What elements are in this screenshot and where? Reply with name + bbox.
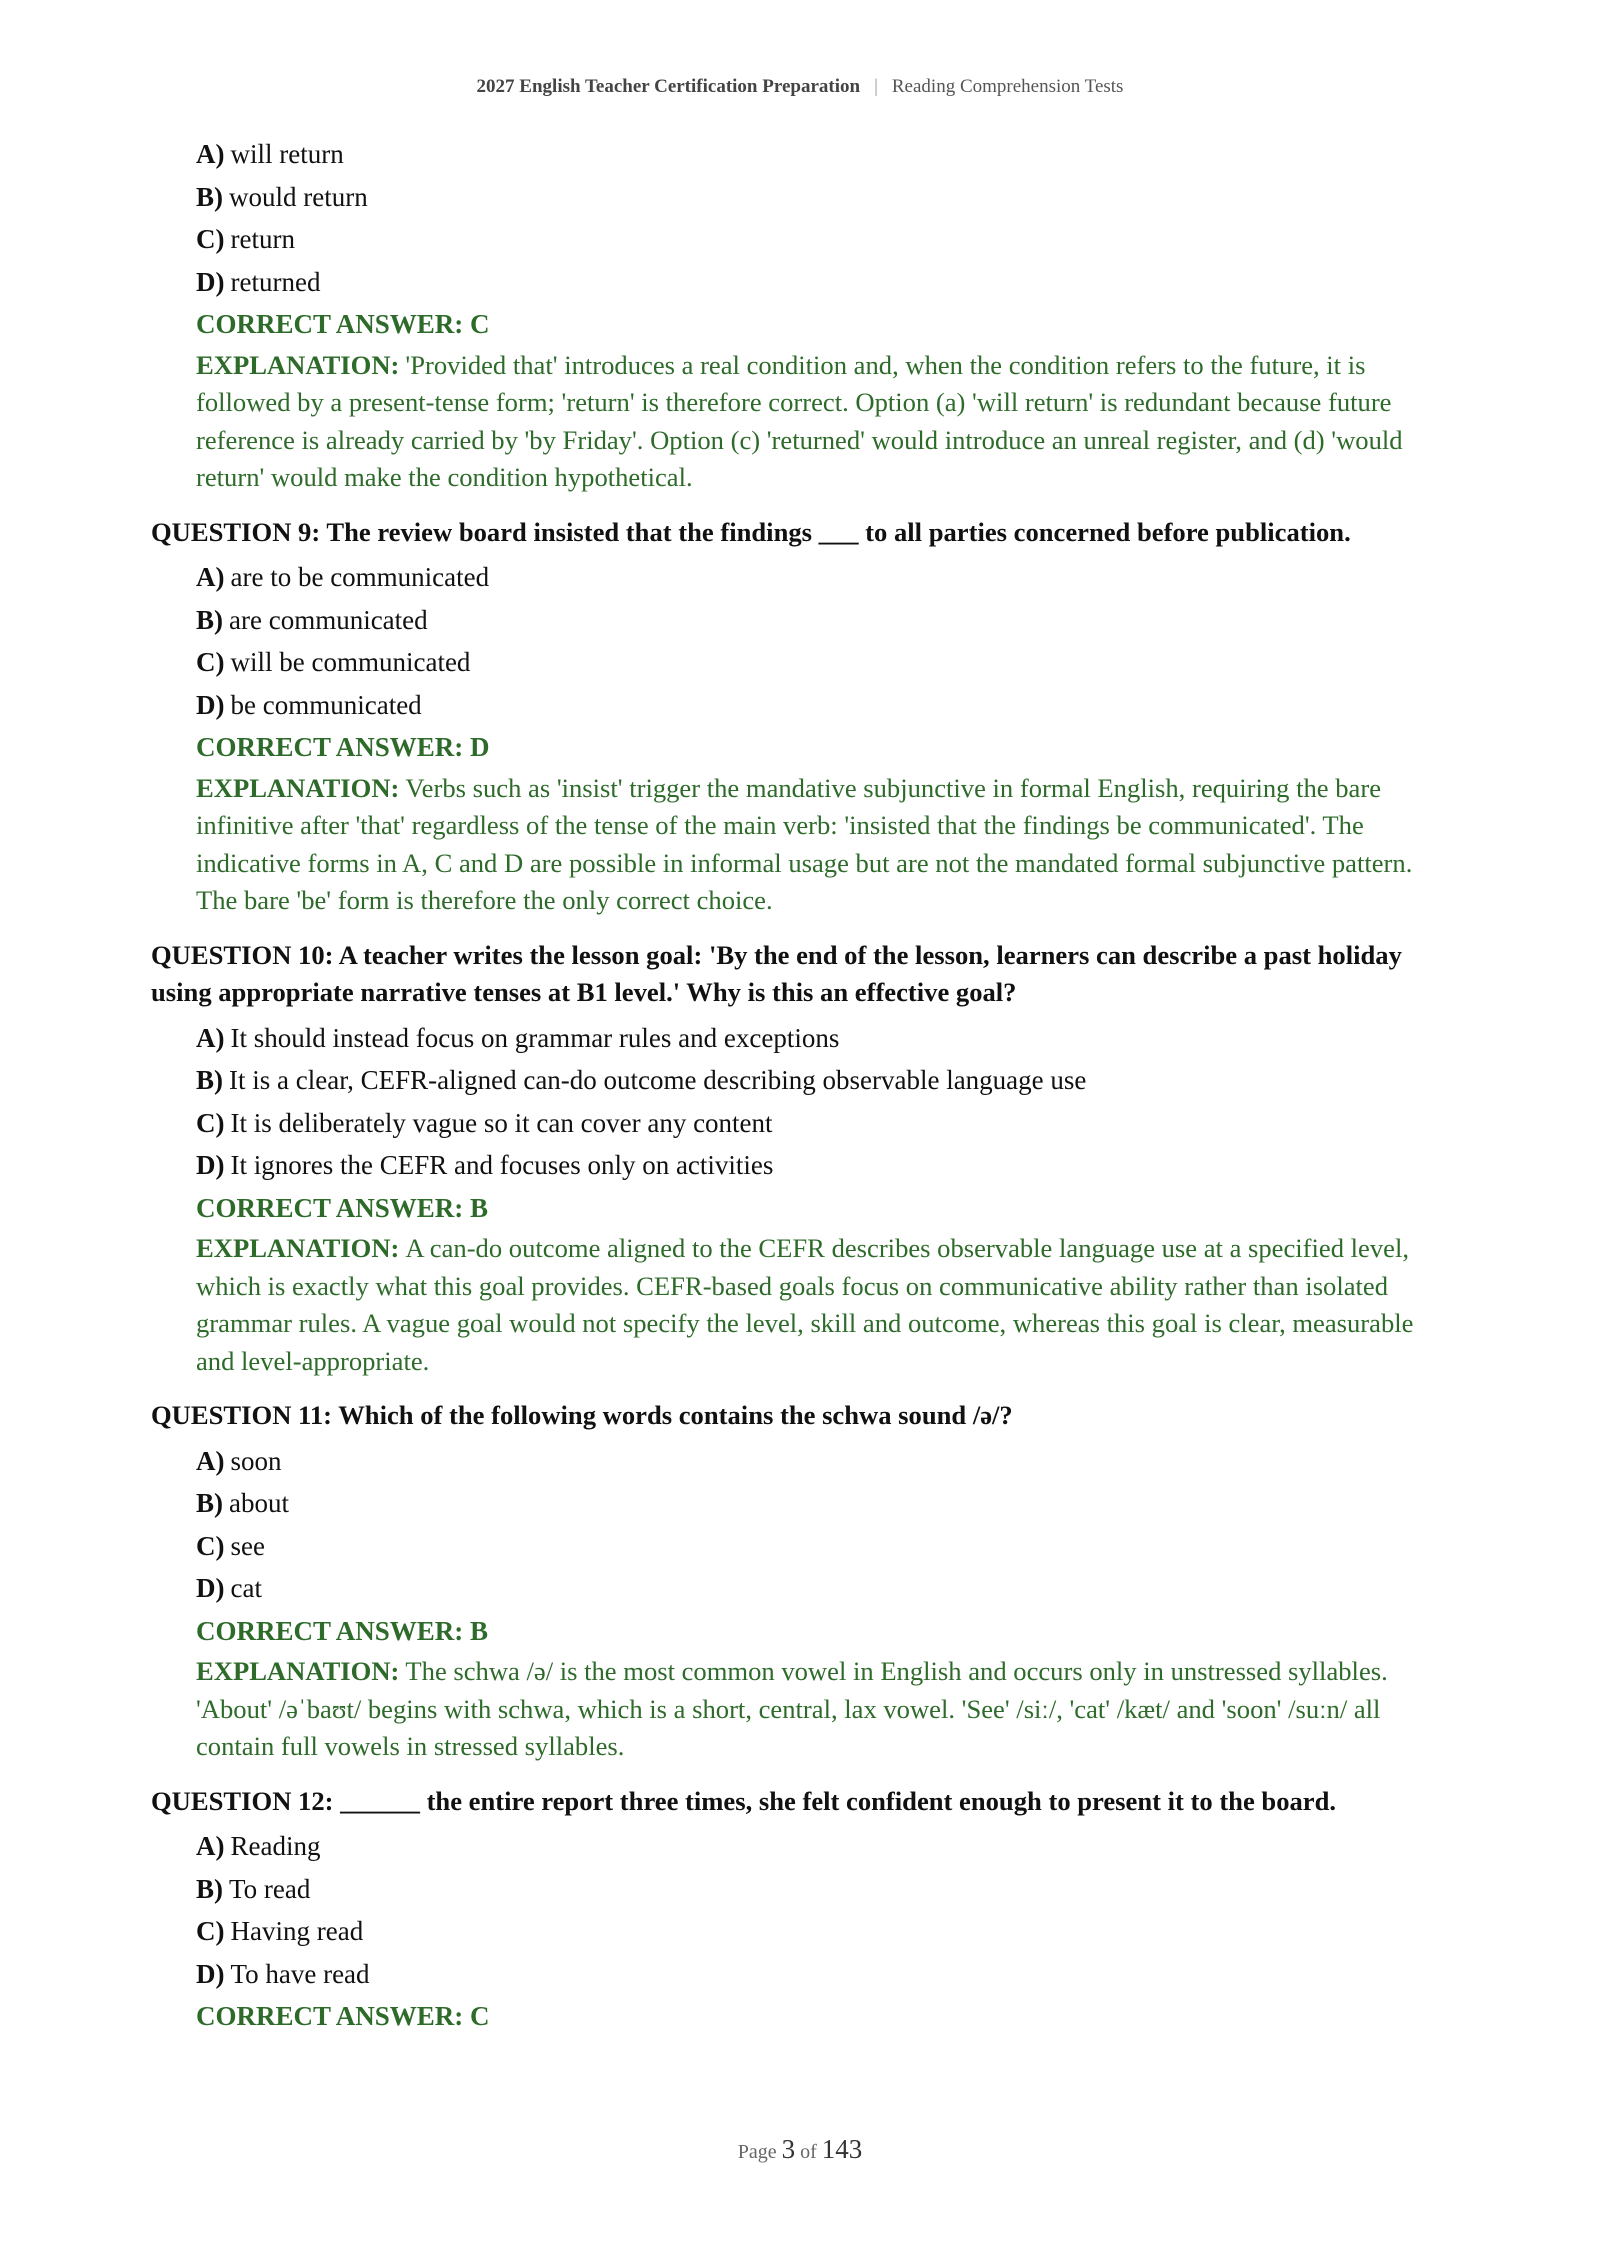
option-d [196, 1567, 1451, 1610]
question-stem: QUESTION 10: A teacher writes the lesson goal: 'By the end of the lesson, learners can describe a past holiday using appropriate narrative tenses at B1 level.' Why is this an effective goal? [151, 939, 1402, 1007]
option-b [196, 1868, 1451, 1911]
question-block-12 [151, 1783, 1451, 2038]
option-d [196, 1953, 1451, 1996]
option-text: be communicated [230, 689, 422, 720]
question-stem: QUESTION 9: The review board insisted that the findings ___ to all parties concerned before publication. [151, 516, 1351, 547]
footer-of-word: of [800, 2141, 817, 2163]
option-letter: B) [196, 1873, 223, 1904]
header-book-title: 2027 English Teacher Certification Preparation [476, 76, 861, 97]
running-header [0, 76, 1600, 98]
option-c [196, 218, 1451, 261]
option-a [196, 1440, 1451, 1483]
option-letter: A) [196, 139, 225, 169]
option-letter: B) [196, 181, 223, 212]
option-letter: C) [196, 1916, 225, 1946]
page-content [151, 133, 1451, 2038]
question-block-11 [151, 1397, 1451, 1766]
header-separator: | [874, 76, 878, 97]
explanation-text: The schwa /ə/ is the most common vowel in English and occurs only in unstressed syllables. 'About' /əˈbaʊt/ begins with schwa, which is a short, central, lax vowel. 'See' /siː/, 'cat' /kæt/ and 'soon' /suːn/ all contain full vowels in stressed syllables. [196, 1656, 1388, 1761]
option-a [196, 1017, 1451, 1060]
option-letter: B) [196, 1065, 223, 1095]
option-c [196, 1525, 1451, 1568]
option-letter: B) [196, 604, 223, 635]
option-letter: A) [196, 1022, 225, 1053]
option-letter: D) [196, 266, 225, 297]
option-letter: D) [196, 1958, 225, 1989]
option-d [196, 261, 1451, 304]
option-letter: C) [196, 1530, 225, 1561]
option-text: are communicated [229, 604, 428, 635]
page-footer [0, 2134, 1600, 2165]
option-text: Having read [230, 1916, 364, 1946]
footer-page-number: 3 [781, 2134, 796, 2164]
question-block-10 [151, 937, 1451, 1381]
option-text: about [229, 1488, 289, 1518]
option-a [196, 1825, 1451, 1868]
option-text: would return [229, 181, 368, 212]
option-text: To read [229, 1873, 311, 1904]
correct-answer: CORRECT ANSWER: B [196, 1615, 489, 1646]
option-a [196, 556, 1451, 599]
footer-page-word: Page [737, 2141, 777, 2163]
question-block-9 [151, 514, 1451, 920]
explanation-text: Verbs such as 'insist' trigger the mandative subjunctive in formal English, requiring the bare infinitive after 'that' regardless of the tense of the main verb: 'insisted that the findings be communicated'. The indicative forms in A, C and D are possible in informal usage but are not the mandated formal subjunctive pattern. The bare 'be' form is therefore the only correct choice. [196, 772, 1413, 915]
option-letter: D) [196, 1150, 225, 1180]
option-text: cat [230, 1573, 262, 1603]
option-b [196, 176, 1451, 219]
option-b [196, 599, 1451, 642]
option-d [196, 1144, 1451, 1187]
option-text: It is deliberately vague so it can cover any content [230, 1107, 773, 1138]
question-block-8 [151, 133, 1451, 497]
option-letter: A) [196, 1831, 225, 1861]
option-letter: A) [196, 1445, 225, 1476]
option-letter: C) [196, 1107, 225, 1138]
option-text: return [230, 224, 295, 254]
question-stem: QUESTION 11: Which of the following words contains the schwa sound /ə/? [151, 1400, 1013, 1430]
header-section-title: Reading Comprehension Tests [891, 76, 1124, 97]
option-text: see [230, 1530, 265, 1561]
explanation [196, 1230, 1446, 1380]
correct-answer: CORRECT ANSWER: B [196, 1192, 489, 1223]
footer-total-pages: 143 [821, 2134, 863, 2164]
option-letter: C) [196, 647, 225, 677]
option-text: It is a clear, CEFR-aligned can-do outcome describing observable language use [229, 1065, 1087, 1095]
correct-answer: CORRECT ANSWER: D [196, 732, 490, 762]
explanation-label: EXPLANATION: [196, 349, 400, 380]
option-text: Reading [230, 1831, 321, 1861]
explanation-text: 'Provided that' introduces a real condition and, when the condition refers to the future, it is followed by a present-tense form; 'return' is therefore correct. Option (a) 'will return' is redundant because future reference is already carried by 'by Friday'. Option (c) 'returned' would introduce an unreal register, and (d) 'would return' would make the condition hypothetical. [196, 349, 1403, 492]
explanation-label: EXPLANATION: [196, 1233, 400, 1263]
option-b [196, 1059, 1451, 1102]
option-d [196, 684, 1451, 727]
explanation [196, 347, 1446, 497]
option-text: returned [230, 266, 321, 297]
option-text: will return [230, 139, 344, 169]
correct-answer: CORRECT ANSWER: C [196, 309, 490, 339]
option-letter: D) [196, 689, 225, 720]
explanation [196, 1653, 1446, 1766]
explanation-label: EXPLANATION: [196, 1656, 400, 1686]
option-c [196, 1102, 1451, 1145]
explanation-text: A can-do outcome aligned to the CEFR describes observable language use at a specified level, which is exactly what this goal provides. CEFR-based goals focus on communicative ability rather than isolated grammar rules. A vague goal would not specify the level, skill and outcome, whereas this goal is clear, measurable and level-appropriate. [196, 1233, 1414, 1376]
option-text: It should instead focus on grammar rules and exceptions [230, 1022, 840, 1053]
correct-answer: CORRECT ANSWER: C [196, 2001, 490, 2031]
option-b [196, 1482, 1451, 1525]
option-letter: A) [196, 562, 225, 592]
option-letter: D) [196, 1573, 225, 1603]
option-c [196, 1910, 1451, 1953]
explanation [196, 770, 1446, 920]
question-stem: QUESTION 12: ______ the entire report three times, she felt confident enough to present it to the board. [151, 1785, 1337, 1816]
option-letter: C) [196, 224, 225, 254]
option-text: It ignores the CEFR and focuses only on activities [230, 1150, 774, 1180]
option-text: To have read [230, 1958, 370, 1989]
explanation-label: EXPLANATION: [196, 772, 400, 803]
option-a [196, 133, 1451, 176]
option-text: soon [230, 1445, 282, 1476]
option-text: will be communicated [230, 647, 471, 677]
option-c [196, 641, 1451, 684]
option-letter: B) [196, 1488, 223, 1518]
option-text: are to be communicated [230, 562, 490, 592]
